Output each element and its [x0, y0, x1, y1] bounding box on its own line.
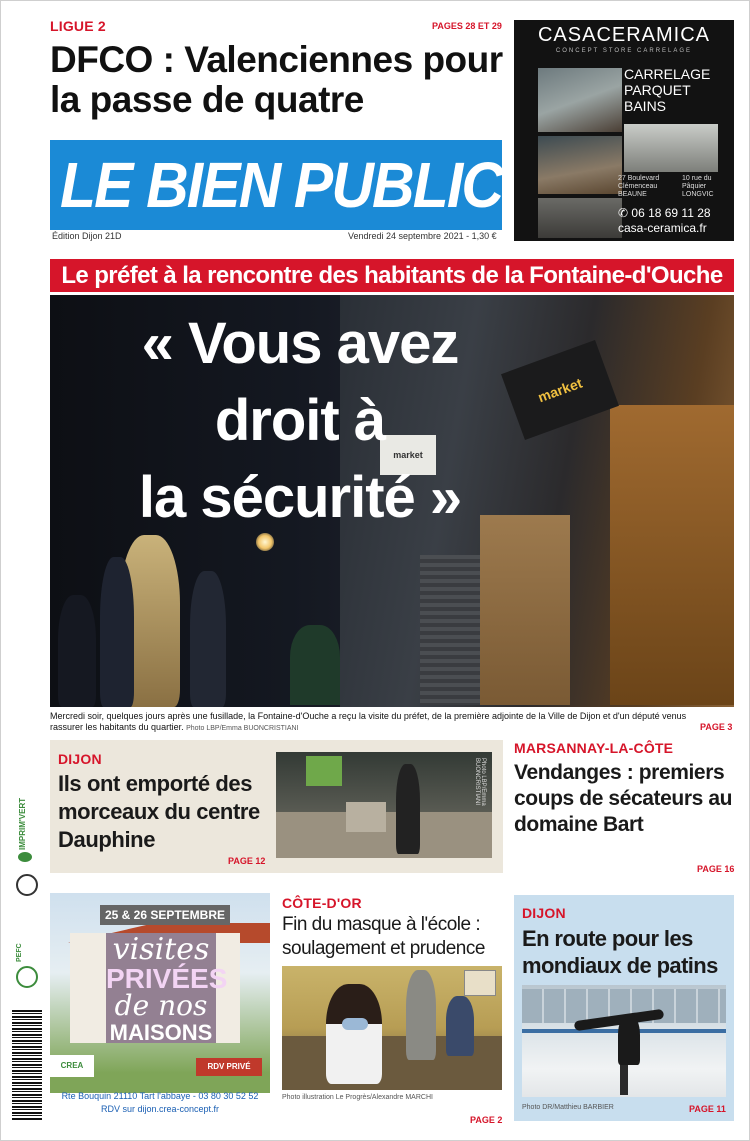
main-caption	[50, 711, 690, 734]
marsannay-page-ref[interactable]: PAGE 16	[697, 864, 735, 874]
dateline: Vendredi 24 septembre 2021 - 1,30 €	[348, 231, 497, 241]
main-banner[interactable]: Le préfet à la rencontre des habitants de la Fontaine-d'Ouche	[50, 259, 734, 292]
photo-boarded-door	[610, 405, 734, 705]
masthead-title: LE BIEN PUBLIC	[60, 149, 502, 221]
ad-product: CARRELAGE	[624, 66, 711, 82]
ad-product: BAINS	[624, 98, 667, 114]
ad-crea-logo: CREA	[50, 1055, 94, 1077]
photo-market-awning: market	[501, 340, 619, 440]
ad-title-line: MAISONS	[109, 1020, 213, 1045]
photo-student	[446, 996, 474, 1056]
ad-photo-floor	[538, 198, 622, 238]
top-page-ref[interactable]: PAGES 28 ET 29	[432, 21, 502, 31]
main-quote	[90, 305, 510, 536]
top-kicker: LIGUE 2	[50, 18, 106, 34]
photo-boarded-window	[480, 515, 570, 705]
dijon-photo[interactable]	[276, 752, 492, 858]
ad-address-beaune: 27 Boulevard Clémenceau BEAUNE	[618, 175, 660, 198]
barcode	[12, 1010, 42, 1120]
photo-skater-standing-leg	[620, 1065, 628, 1095]
masthead[interactable]	[50, 140, 502, 230]
photo-green-sign	[306, 756, 342, 786]
dijon-photo-credit: Photo LBP/Emma BUONCRISTIANI	[474, 758, 486, 806]
ad-products	[624, 66, 728, 114]
main-quote-line: droit à	[214, 388, 386, 453]
ad-website[interactable]: casa-ceramica.fr	[618, 221, 707, 235]
mondiaux-kicker: DIJON	[522, 905, 566, 921]
top-headline[interactable]: DFCO : Valenciennes pour la passe de quatre	[50, 39, 503, 120]
main-page-ref[interactable]: PAGE 3	[700, 722, 733, 732]
photo-shop-sign: market	[380, 435, 436, 475]
photo-person	[58, 595, 96, 707]
photo-person	[190, 571, 226, 707]
photo-tree	[290, 625, 340, 705]
photo-wall-poster	[464, 970, 496, 996]
ad-visites-url[interactable]: RDV sur dijon.crea-concept.fr	[100, 1104, 220, 1114]
main-photo[interactable]	[50, 295, 734, 707]
ad-address-longvic: 10 rue du Pâquier LONGVIC	[682, 175, 714, 198]
leaf-icon	[18, 852, 32, 862]
ad-casaceramica[interactable]	[514, 20, 734, 241]
ad-title-line: visites	[112, 932, 210, 967]
mondiaux-page-ref[interactable]: PAGE 11	[689, 1104, 726, 1114]
ad-visites[interactable]	[50, 893, 270, 1093]
photo-shutter	[420, 555, 480, 705]
mondiaux-photo-credit: Photo DR/Matthieu BARBIER	[522, 1104, 614, 1111]
side-strip	[12, 790, 42, 990]
main-quote-line: « Vous avez	[141, 311, 459, 376]
ad-phone: ✆ 06 18 69 11 28	[618, 206, 711, 220]
cote-or-page-ref[interactable]: PAGE 2	[470, 1115, 503, 1125]
photo-person	[100, 557, 134, 707]
photo-student-masked	[326, 984, 382, 1084]
cote-or-photo[interactable]	[282, 966, 502, 1090]
cote-or-headline[interactable]: Fin du masque à l'école : soulagement et prudence	[282, 914, 485, 959]
ad-photo-bathroom	[538, 136, 622, 194]
marsannay-kicker: MARSANNAY-LA-CÔTE	[514, 740, 674, 756]
edition-label: Édition Dijon 21D	[52, 231, 122, 241]
main-photo-credit: Photo LBP/Emma BUONCRISTIANI	[186, 725, 299, 732]
ad-visites-address: Rte Bouquin 21110 Tart l'abbaye - 03 80 30 52 52	[61, 1091, 259, 1101]
ad-rdv-badge: RDV PRIVÉ	[196, 1058, 262, 1076]
imprimvert-label: IMPRIM'VERT	[18, 797, 27, 850]
photo-teacher	[406, 970, 436, 1060]
mondiaux-photo[interactable]	[522, 985, 726, 1097]
dijon-headline[interactable]: Ils ont emporté des morceaux du centre Dauphine	[58, 771, 260, 852]
photo-face-mask	[342, 1018, 368, 1030]
mondiaux-headline[interactable]: En route pour les mondiaux de patins	[522, 926, 718, 978]
main-quote-line: la sécurité »	[138, 465, 462, 530]
recycle-icon	[16, 874, 38, 896]
ad-product: PARQUET	[624, 82, 691, 98]
ad-brand: CASACERAMICA	[537, 24, 711, 46]
ad-date-banner: 25 & 26 SEPTEMBRE	[100, 905, 230, 925]
ad-title-line: de nos	[114, 989, 208, 1022]
pefc-label: PEFC	[16, 943, 23, 962]
photo-debris	[346, 802, 386, 832]
main-caption-text: Mercredi soir, quelques jours après une fusillade, la Fontaine-d'Ouche a reçu la visite du préfet, de la première adjointe de la Ville de Dijon et d'un député venus rassurer les habitants du quartier.	[50, 711, 687, 732]
photo-skater	[618, 1015, 640, 1065]
ad-photo-living	[624, 124, 718, 172]
ad-tagline: CONCEPT STORE CARRELAGE	[555, 48, 693, 54]
cote-or-photo-credit: Photo illustration Le Progrès/Alexandre MARCHI	[282, 1094, 433, 1101]
dijon-kicker: DIJON	[58, 751, 102, 767]
ad-title-line: PRIVÉES	[106, 963, 228, 994]
cote-or-kicker: CÔTE-D'OR	[282, 895, 362, 911]
dijon-page-ref[interactable]: PAGE 12	[228, 856, 266, 866]
marsannay-headline[interactable]: Vendanges : premiers coups de sécateurs au domaine Bart	[514, 761, 733, 836]
photo-person	[396, 764, 420, 854]
pefc-icon	[16, 966, 38, 988]
ad-photo-interior	[538, 68, 622, 132]
